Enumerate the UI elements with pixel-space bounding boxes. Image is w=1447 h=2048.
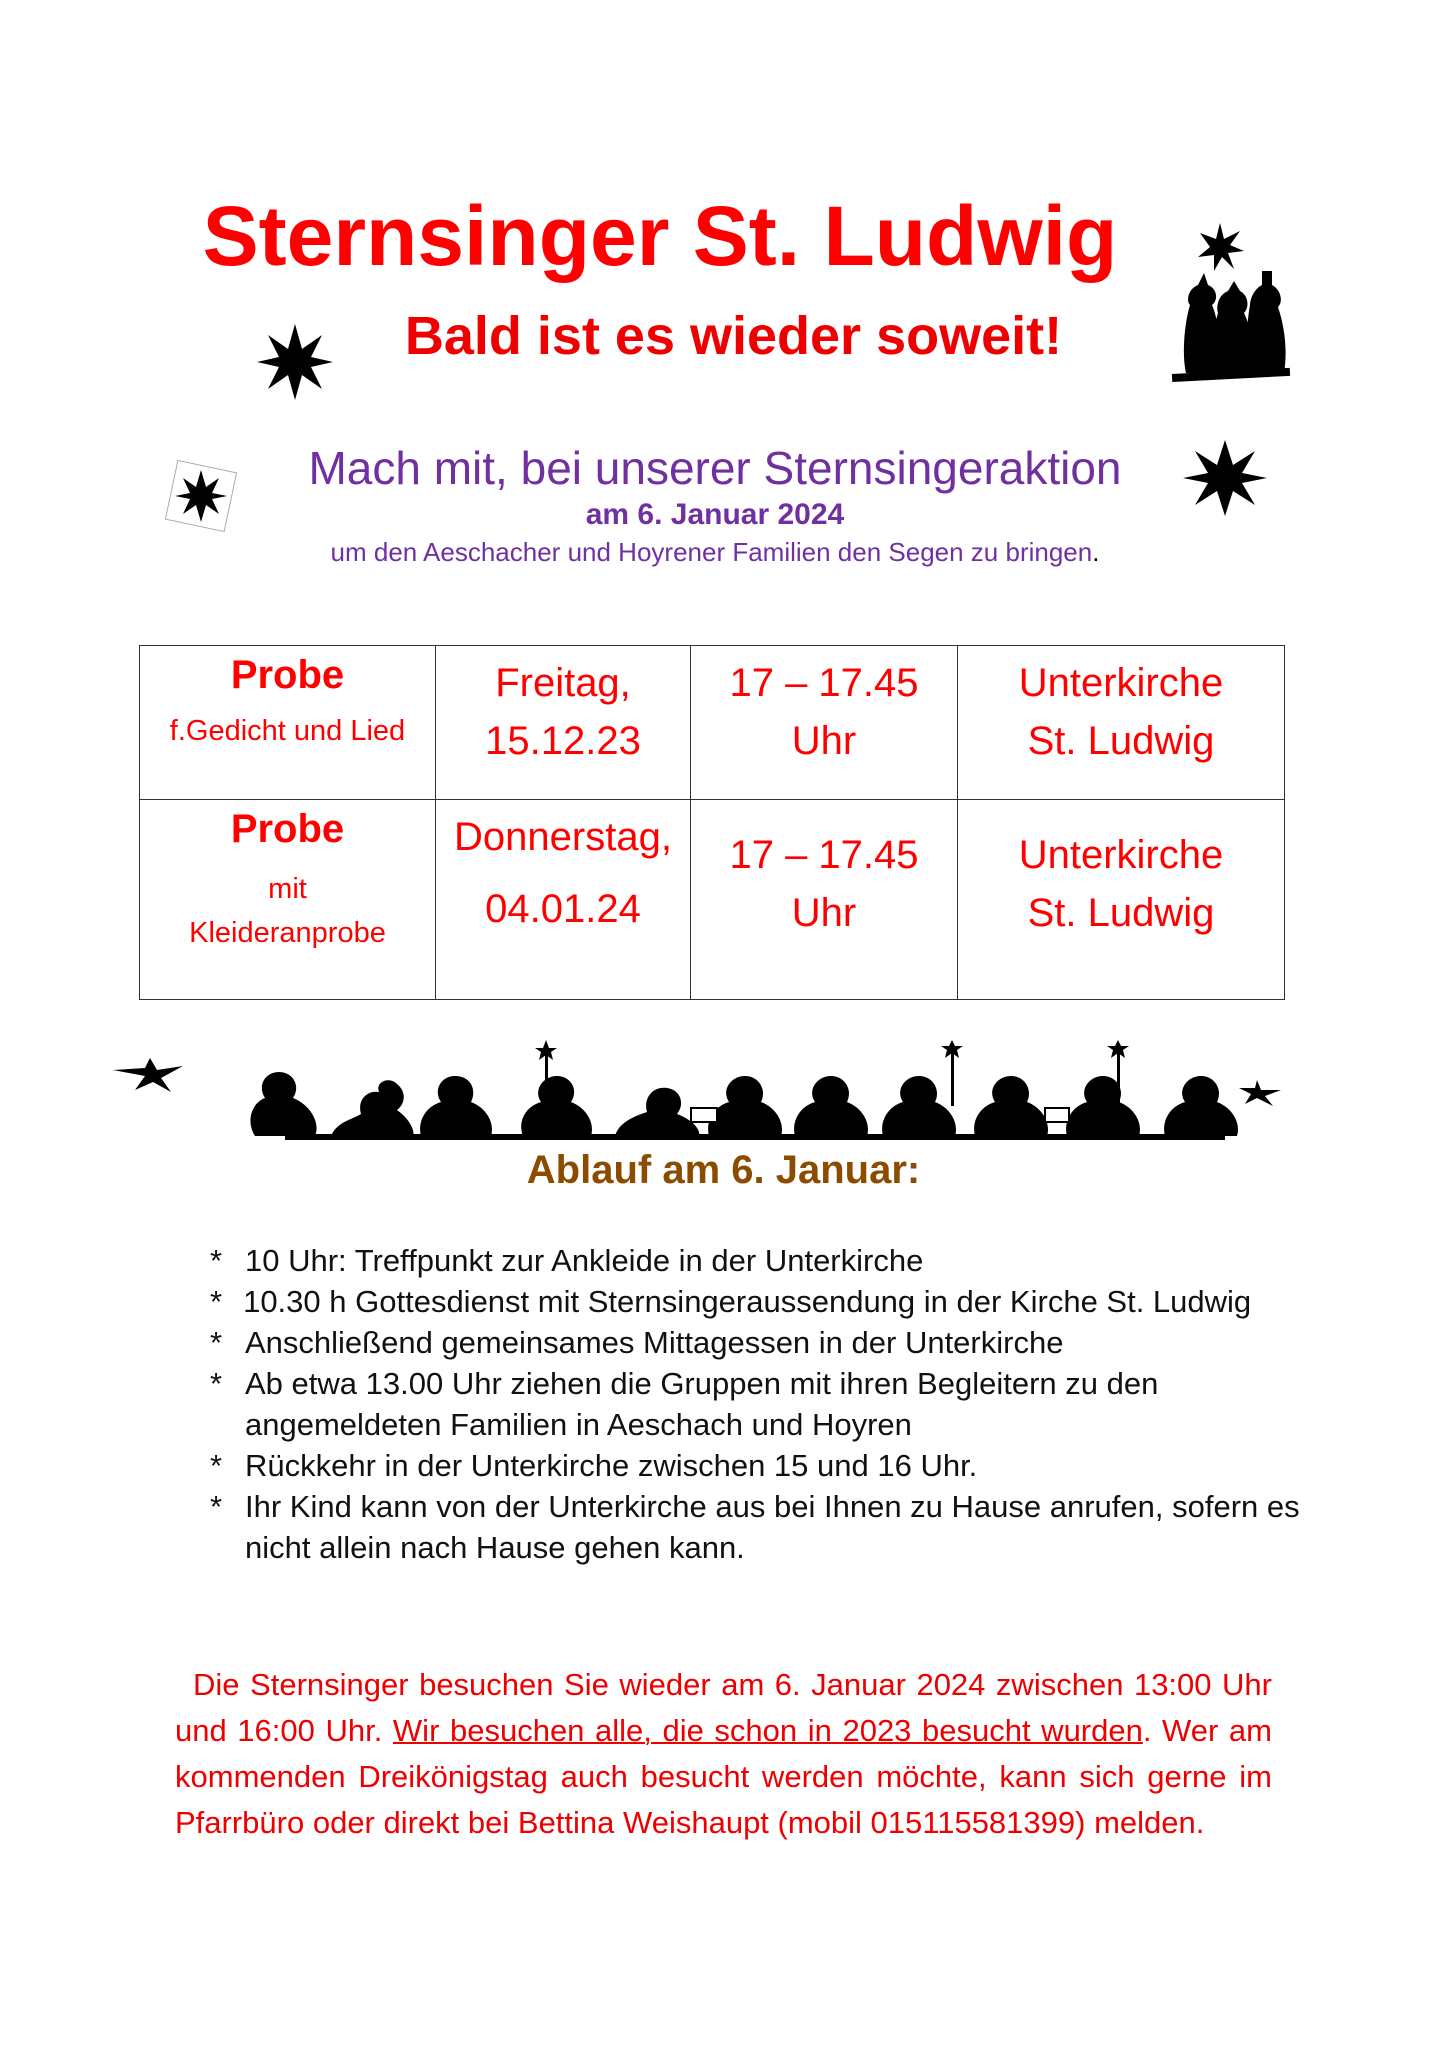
place-line: Unterkirche xyxy=(1018,661,1224,705)
list-item: * 10 Uhr: Treffpunkt zur Ankleide in der Unterkirche xyxy=(210,1240,1300,1281)
event-title: Probe xyxy=(230,807,345,851)
place-cell xyxy=(958,800,1285,1000)
date: 15.12.23 xyxy=(485,719,641,763)
date: 04.01.24 xyxy=(485,887,641,931)
intro-description: um den Aeschacher und Hoyrener Familien den Segen zu bringen. xyxy=(330,537,1100,567)
ablauf-heading: Ablauf am 6. Januar: xyxy=(526,1148,921,1192)
schedule-table xyxy=(139,645,1285,1000)
page-subtitle: Bald ist es wieder soweit! xyxy=(404,306,1063,366)
list-item: * Ihr Kind kann von der Unterkirche aus bei Ihnen zu Hause anrufen, sofern es nicht allein nach Hause gehen kann. xyxy=(210,1486,1300,1568)
bullet: * xyxy=(210,1284,223,1319)
three-kings-silhouette-icon xyxy=(1160,215,1300,385)
date-cell xyxy=(436,646,691,800)
page-title: Sternsinger St. Ludwig xyxy=(202,189,1118,283)
event-cell xyxy=(140,800,436,1000)
weekday: Freitag, xyxy=(495,661,631,705)
time-range: 17 – 17.45 xyxy=(729,833,919,877)
time-unit: Uhr xyxy=(791,719,857,763)
intro-date: am 6. Januar 2024 xyxy=(585,498,845,531)
time-range: 17 – 17.45 xyxy=(729,661,919,705)
event-title: Probe xyxy=(230,653,345,697)
star-icon xyxy=(255,322,335,402)
table-row xyxy=(140,646,1285,800)
event-subtitle: Kleideranprobe xyxy=(189,917,386,949)
list-item: * Rückkehr in der Unterkirche zwischen 15 und 16 Uhr. xyxy=(210,1445,1300,1486)
time-cell xyxy=(691,800,958,1000)
event-subtitle: mit xyxy=(268,873,307,905)
place-line: St. Ludwig xyxy=(1027,891,1215,935)
notice-underlined-text: Wir besuchen alle, die schon in 2023 besucht wurden xyxy=(392,1713,1143,1748)
intro-headline: Mach mit, bei unserer Sternsingeraktion xyxy=(308,442,1122,494)
list-item: * 10.30 h Gottesdienst mit Sternsingeraussendung in der Kirche St. Ludwig xyxy=(210,1284,1252,1319)
event-subtitle: f.Gedicht und Lied xyxy=(169,715,406,747)
date-cell xyxy=(436,800,691,1000)
time-cell xyxy=(691,646,958,800)
place-line: Unterkirche xyxy=(1018,833,1224,877)
ablauf-list xyxy=(210,1240,1300,1568)
list-item: * Anschließend gemeinsames Mittagessen in der Unterkirche xyxy=(210,1322,1300,1363)
singers-procession-silhouette-icon xyxy=(105,1040,1305,1140)
place-line: St. Ludwig xyxy=(1027,719,1215,763)
intro-block xyxy=(200,440,1230,570)
list-item: * Ab etwa 13.00 Uhr ziehen die Gruppen mit ihren Begleitern zu den angemeldeten Familien in Aeschach und Hoyren xyxy=(210,1363,1300,1445)
table-row xyxy=(140,800,1285,1000)
weekday: Donnerstag, xyxy=(454,815,672,859)
event-cell xyxy=(140,646,436,800)
place-cell xyxy=(958,646,1285,800)
notice-paragraph: Die Sternsinger besuchen Sie wieder am 6. Januar 2024 zwischen 13:00 Uhr und 16:00 Uhr. Wir besuchen alle, die schon in 2023 besucht wurden. Wer am kommenden Dreikönigstag auch besucht werden möchte, kann sich gerne im Pfarrbüro oder direkt bei Bettina Weishaupt (mobil 015115581399) melden. xyxy=(175,1667,1272,1840)
time-unit: Uhr xyxy=(791,891,857,935)
